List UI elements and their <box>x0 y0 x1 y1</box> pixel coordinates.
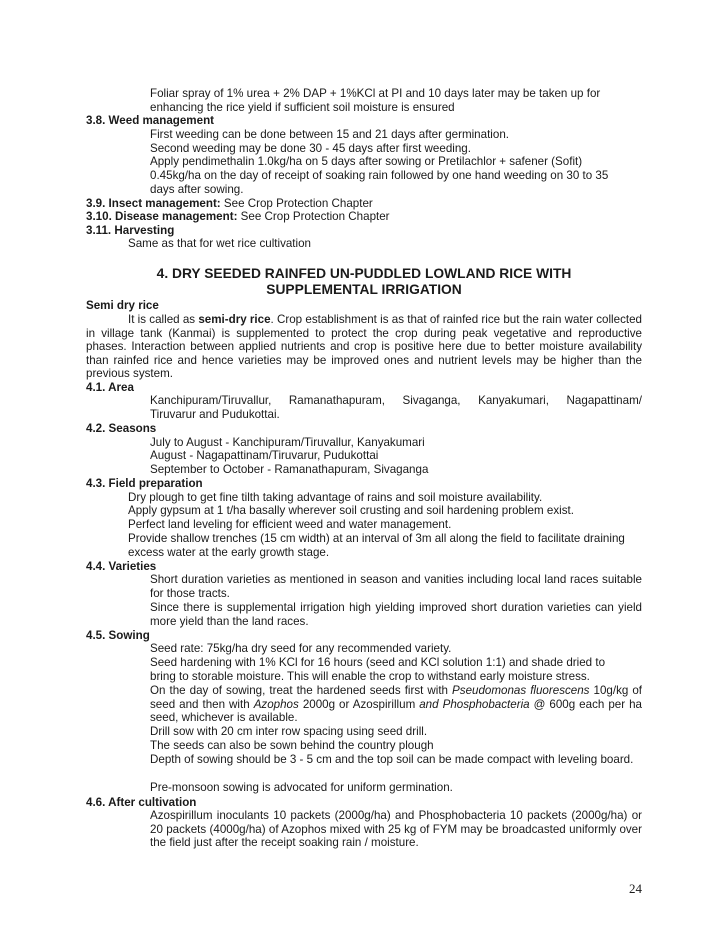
heading-4-6: 4.6. After cultivation <box>86 796 197 809</box>
semi-dry-paragraph <box>86 313 642 381</box>
weed-line-5: days after sowing. <box>150 183 244 196</box>
heading-3-11: 3.11. Harvesting <box>86 224 175 237</box>
intro-line-1: Foliar spray of 1% urea + 2% DAP + 1%KCl at PI and 10 days later may be taken up for <box>150 87 601 100</box>
semi-pre: It is called as <box>128 313 199 326</box>
area-part-4: Kanyakumari, <box>478 394 549 407</box>
field-line-1: Dry plough to get fine tilth taking advantage of rains and soil moisture availability. <box>128 491 543 504</box>
chapter-title-line-1: 4. DRY SEEDED RAINFED UN-PUDDLED LOWLAND RICE WITH <box>156 266 572 281</box>
disease-text: See Crop Protection Chapter <box>237 210 390 223</box>
insect-text: See Crop Protection Chapter <box>220 197 373 210</box>
weed-line-4: 0.45kg/ha on the day of receipt of soaking rain followed by one hand weeding on 30 to 35 <box>150 169 609 182</box>
heading-3-9: 3.9. Insect management: <box>86 197 221 210</box>
area-line-1 <box>150 394 642 408</box>
area-part-3: Sivaganga, <box>402 394 461 407</box>
section-3-10 <box>86 210 642 224</box>
heading-4-2: 4.2. Seasons <box>86 422 157 435</box>
heading-4-1: 4.1. Area <box>86 381 134 394</box>
field-line-4: Provide shallow trenches (15 cm width) at an interval of 3m all along the field to facilitate draining <box>128 532 625 545</box>
season-line-3: September to October - Ramanathapuram, Sivaganga <box>150 463 429 476</box>
sowing-line-5: Drill sow with 20 cm inter row spacing using seed drill. <box>150 725 428 738</box>
heading-4-5: 4.5. Sowing <box>86 629 150 642</box>
heading-4-3: 4.3. Field preparation <box>86 477 203 490</box>
section-3-9 <box>86 197 642 211</box>
season-line-2: August - Nagapattinam/Tiruvarur, Pudukottai <box>150 449 379 462</box>
heading-4-4: 4.4. Varieties <box>86 560 157 573</box>
weed-line-3: Apply pendimethalin 1.0kg/ha on 5 days after sowing or Pretilachlor + safener (Sofit) <box>150 155 583 168</box>
harvesting-text: Same as that for wet rice cultivation <box>128 237 312 250</box>
weed-line-2: Second weeding may be done 30 - 45 days after first weeding. <box>150 142 471 155</box>
heading-3-10: 3.10. Disease management: <box>86 210 238 223</box>
season-line-1: July to August - Kanchipuram/Tiruvallur, Kanyakumari <box>150 436 425 449</box>
sowing-p4-e: 2000g or Azospirillum <box>298 697 420 711</box>
intro-line-2: enhancing the rice yield if sufficient soil moisture is ensured <box>150 101 455 114</box>
after-cultivation-para: Azospirillum inoculants 10 packets (2000g/ha) and Phosphobacteria 10 packets (2000g/ha) or 20 packets (4000g/ha) of Azophos mixed with 25 kg of FYM may be broadcasted uniformly over the field just after the receipt soaking rain / moisture. <box>150 809 642 850</box>
semi-bold: semi-dry rice <box>198 313 271 326</box>
sowing-line-8: Pre-monsoon sowing is advocated for uniform germination. <box>150 781 453 794</box>
sowing-para-4 <box>150 684 642 725</box>
page-number: 24 <box>629 881 642 896</box>
varieties-para-2: Since there is supplemental irrigation high yielding improved short duration varieties can yield more yield than the land races. <box>150 601 642 628</box>
sowing-line-2: Seed hardening with 1% KCl for 16 hours (seed and KCl solution 1:1) and shade dried to <box>150 656 606 669</box>
sowing-p4-f: and Phosphobacteria <box>419 697 530 711</box>
semi-rest: . Crop establishment is as that of rainfed rice but the rain water collected in village tank (Kanmai) is supplemented to protect the crop during peak vegetative and reproductive phases. Interaction between applied nutrients and crop is positive here due to better moisture availability than rainfed rice and hence varieties may be improved ones and nutrient levels may be higher than the previous system. <box>86 313 642 381</box>
area-part-5: Nagapattinam/ <box>566 394 642 407</box>
sowing-line-1: Seed rate: 75kg/ha dry seed for any recommended variety. <box>150 642 452 655</box>
field-line-2: Apply gypsum at 1 t/ha basally wherever soil crusting and soil hardening problem exist. <box>128 504 574 517</box>
sowing-line-3: bring to storable moisture. This will enable the crop to withstand early moisture stress. <box>150 670 590 683</box>
sowing-p4-d: Azophos <box>253 697 299 711</box>
chapter-title-line-2: SUPPLEMENTAL IRRIGATION <box>266 282 462 297</box>
area-part-1: Kanchipuram/Tiruvallur, <box>150 394 272 407</box>
sowing-p4-g: @ 600g each per ha seed, whichever is available. <box>150 697 642 725</box>
varieties-para-1: Short duration varieties as mentioned in season and vanities including local land races suitable for those tracts. <box>150 573 642 600</box>
sowing-p4-c: 10g/kg of seed and then with <box>150 684 643 711</box>
sowing-line-6: The seeds can also be sown behind the country plough <box>150 739 434 752</box>
heading-semi-dry-rice: Semi dry rice <box>86 299 159 312</box>
area-part-2: Ramanathapuram, <box>288 394 385 407</box>
sowing-para-7: Depth of sowing should be 3 - 5 cm and the top soil can be made compact with leveling board. <box>150 753 634 766</box>
sowing-p4-a: On the day of sowing, treat the hardened seeds first with <box>150 684 453 697</box>
field-line-5: excess water at the early growth stage. <box>128 546 330 559</box>
field-line-3: Perfect land leveling for efficient weed and water management. <box>128 518 452 531</box>
area-line-2: Tiruvarur and Pudukottai. <box>150 408 280 421</box>
heading-3-8: 3.8. Weed management <box>86 114 215 127</box>
sowing-p4-b: Pseudomonas fluorescens <box>452 684 590 697</box>
weed-line-1: First weeding can be done between 15 and 21 days after germination. <box>150 128 509 141</box>
